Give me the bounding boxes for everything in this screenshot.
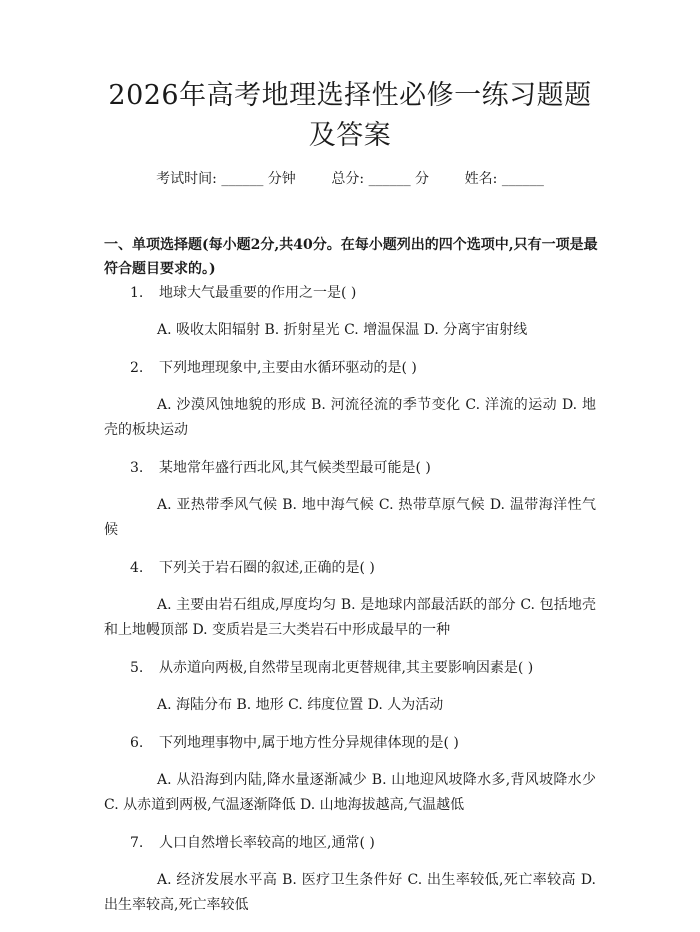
- question-options: A. 吸收太阳辐射 B. 折射星光 C. 增温保温 D. 分离宇宙射线: [157, 322, 528, 338]
- question-options: A. 海陆分布 B. 地形 C. 纬度位置 D. 人为活动: [157, 697, 444, 713]
- question-item: [104, 357, 596, 443]
- page-title: 2026年高考地理选择性必修一练习题题及答案: [108, 80, 592, 151]
- question-options: A. 沙漠风蚀地貌的形成 B. 河流径流的季节变化 C. 洋流的运动 D. 地壳的板块运动: [104, 397, 596, 438]
- question-list: [104, 282, 596, 932]
- question-options: A. 从沿海到内陆,降水量逐渐减少 B. 山地迎风坡降水多,背风坡降水少 C. 从赤道到两极,气温逐渐降低 D. 山地海拔越高,气温越低: [104, 772, 596, 813]
- question-item: [104, 282, 596, 343]
- question-number: 6.: [130, 735, 144, 751]
- question-text: 下列地理事物中,属于地方性分异规律体现的是( ): [159, 735, 459, 751]
- question-text: 下列地理现象中,主要由水循环驱动的是( ): [159, 360, 417, 376]
- name-blank: ______: [501, 171, 544, 187]
- question-options: A. 经济发展水平高 B. 医疗卫生条件好 C. 出生率较低,死亡率较高 D. 出生率较高,死亡率较低: [104, 872, 596, 913]
- question-stem: [104, 657, 596, 679]
- question-number: 1.: [130, 285, 144, 301]
- question-number: 5.: [130, 660, 144, 676]
- question-text: 地球大气最重要的作用之一是( ): [159, 285, 357, 301]
- question-text: 某地常年盛行西北风,其气候类型最可能是( ): [159, 460, 431, 476]
- question-stem: [104, 457, 596, 479]
- question-number: 4.: [130, 560, 144, 576]
- time-unit: 分钟: [267, 171, 296, 187]
- question-options: A. 主要由岩石组成,厚度均匀 B. 是地球内部最活跃的部分 C. 包括地壳和上地幔顶部 D. 变质岩是三大类岩石中形成最早的一种: [104, 597, 596, 638]
- question-item: [104, 732, 596, 818]
- question-text: 下列关于岩石圈的叙述,正确的是( ): [159, 560, 375, 576]
- question-stem: [104, 357, 596, 379]
- name-label: 姓名:: [464, 171, 498, 187]
- question-item: [104, 557, 596, 643]
- question-text: 从赤道向两极,自然带呈现南北更替规律,其主要影响因素是( ): [159, 660, 534, 676]
- question-number: 7.: [130, 835, 144, 851]
- question-stem: [104, 557, 596, 579]
- question-item: [104, 832, 596, 918]
- question-number: 2.: [130, 360, 144, 376]
- question-text: 人口自然增长率较高的地区,通常( ): [159, 835, 375, 851]
- question-stem: [104, 832, 596, 854]
- score-label: 总分:: [331, 171, 365, 187]
- exam-info-line: [0, 168, 700, 188]
- time-blank: ______: [221, 171, 264, 187]
- question-item: [104, 657, 596, 718]
- score-unit: 分: [415, 171, 430, 187]
- question-stem: [104, 282, 596, 304]
- question-item: [104, 457, 596, 543]
- time-label: 考试时间:: [156, 171, 217, 187]
- score-blank: ______: [368, 171, 411, 187]
- section-heading: 一、单项选择题(每小题2分,共40分。在每小题列出的四个选项中,只有一项是最符合题目要求的。): [104, 237, 598, 277]
- question-options: A. 亚热带季风气候 B. 地中海气候 C. 热带草原气候 D. 温带海洋性气候: [104, 497, 596, 538]
- question-stem: [104, 732, 596, 754]
- question-number: 3.: [130, 460, 144, 476]
